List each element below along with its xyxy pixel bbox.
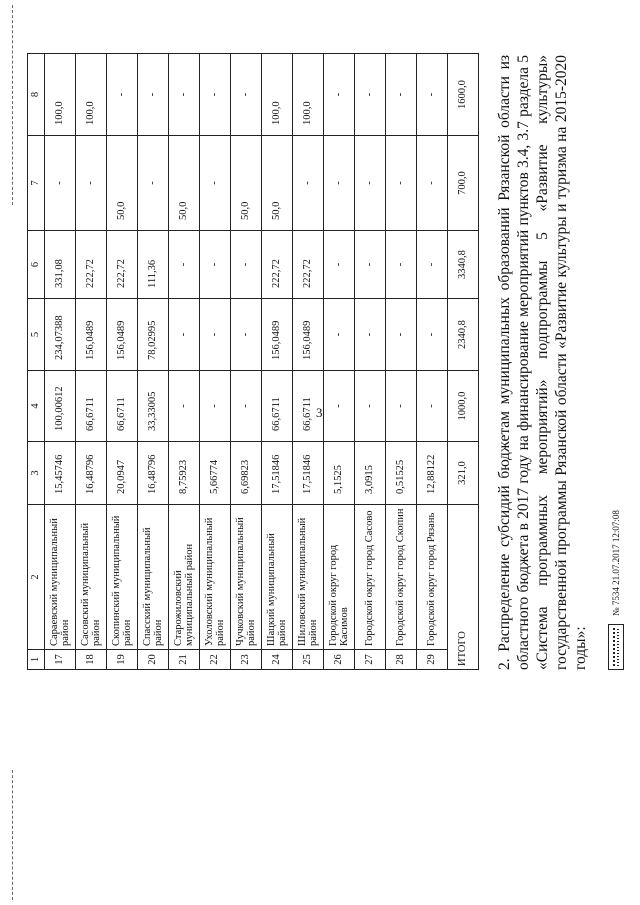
- header-cell: 4: [28, 371, 45, 442]
- row-number-cell: 28: [386, 650, 417, 670]
- total-value-cell: 700,0: [448, 136, 479, 231]
- value-cell: -: [200, 371, 231, 442]
- value-cell: 100,0: [293, 54, 324, 136]
- value-cell: -: [231, 299, 262, 371]
- value-cell: -: [386, 136, 417, 231]
- value-cell: 100,00612: [45, 371, 76, 442]
- table-row: [386, 54, 417, 670]
- row-number-cell: 19: [107, 650, 138, 670]
- municipality-name-cell: Сасовский муниципальный район: [76, 505, 107, 650]
- value-cell: -: [324, 231, 355, 299]
- table-row: [107, 54, 138, 670]
- municipality-name-cell: Ухоловский муниципальный район: [200, 505, 231, 650]
- header-cell: 5: [28, 299, 45, 371]
- value-cell: -: [169, 371, 200, 442]
- total-value-cell: 1600,0: [448, 54, 479, 136]
- row-number-cell: 18: [76, 650, 107, 670]
- row-number-cell: 25: [293, 650, 324, 670]
- value-cell: -: [355, 136, 386, 231]
- total-value-cell: 2340,8: [448, 299, 479, 371]
- value-cell: 15,45746: [45, 442, 76, 505]
- value-cell: 66,6711: [262, 371, 293, 442]
- header-cell: 7: [28, 136, 45, 231]
- value-cell: 331,08: [45, 231, 76, 299]
- value-cell: -: [417, 371, 448, 442]
- value-cell: 12,88122: [417, 442, 448, 505]
- value-cell: 17,51846: [293, 442, 324, 505]
- municipality-name-cell: Чучковский муниципальный район: [231, 505, 262, 650]
- value-cell: 50,0: [107, 136, 138, 231]
- value-cell: 3,0915: [355, 442, 386, 505]
- value-cell: -: [324, 54, 355, 136]
- header-cell: 6: [28, 231, 45, 299]
- value-cell: -: [138, 54, 169, 136]
- value-cell: -: [231, 231, 262, 299]
- value-cell: -: [355, 54, 386, 136]
- value-cell: -: [417, 231, 448, 299]
- header-cell: 3: [28, 442, 45, 505]
- page-number: 3: [316, 405, 323, 420]
- value-cell: -: [200, 136, 231, 231]
- total-value-cell: 3340,8: [448, 231, 479, 299]
- value-cell: 0,51525: [386, 442, 417, 505]
- top-dashed-rule-right: [12, 5, 13, 205]
- value-cell: 66,6711: [107, 371, 138, 442]
- document-footer: [608, 510, 624, 670]
- value-cell: 17,51846: [262, 442, 293, 505]
- value-cell: 100,0: [76, 54, 107, 136]
- municipality-name-cell: Сараевский муниципальный район: [45, 505, 76, 650]
- value-cell: -: [324, 299, 355, 371]
- value-cell: 6,69823: [231, 442, 262, 505]
- total-value-cell: 1000,0: [448, 371, 479, 442]
- value-cell: 234,07388: [45, 299, 76, 371]
- value-cell: -: [169, 231, 200, 299]
- municipality-name-cell: Городской округ город Сасово: [355, 505, 386, 650]
- municipality-name-cell: Шиловский муниципальный район: [293, 505, 324, 650]
- total-label-cell: ИТОГО: [448, 505, 479, 670]
- row-number-cell: 23: [231, 650, 262, 670]
- table-row: [45, 54, 76, 670]
- value-cell: 16,48796: [76, 442, 107, 505]
- municipality-name-cell: Городской округ город Рязань: [417, 505, 448, 650]
- value-cell: -: [76, 136, 107, 231]
- row-number-cell: 26: [324, 650, 355, 670]
- value-cell: -: [138, 136, 169, 231]
- row-number-cell: 27: [355, 650, 386, 670]
- value-cell: -: [107, 54, 138, 136]
- value-cell: 222,72: [293, 231, 324, 299]
- value-cell: -: [417, 54, 448, 136]
- municipality-name-cell: Спасский муниципальный район: [138, 505, 169, 650]
- value-cell: -: [355, 231, 386, 299]
- table-row: [355, 54, 386, 670]
- value-cell: 156,0489: [76, 299, 107, 371]
- value-cell: 50,0: [231, 136, 262, 231]
- value-cell: 66,6711: [76, 371, 107, 442]
- row-number-cell: 17: [45, 650, 76, 670]
- value-cell: 100,0: [262, 54, 293, 136]
- value-cell: 50,0: [169, 136, 200, 231]
- value-cell: -: [200, 231, 231, 299]
- table-row: [231, 54, 262, 670]
- value-cell: 222,72: [76, 231, 107, 299]
- table-row: [324, 54, 355, 670]
- value-cell: -: [386, 371, 417, 442]
- row-number-cell: 21: [169, 650, 200, 670]
- value-cell: -: [293, 136, 324, 231]
- municipality-name-cell: Шацкий муниципальный район: [262, 505, 293, 650]
- value-cell: 156,0489: [107, 299, 138, 371]
- municipality-name-cell: Городской округ город Касимов: [324, 505, 355, 650]
- total-row: [448, 54, 479, 670]
- row-number-cell: 22: [200, 650, 231, 670]
- table-row: [417, 54, 448, 670]
- municipality-name-cell: Старожиловский муниципальный район: [169, 505, 200, 650]
- row-number-cell: 20: [138, 650, 169, 670]
- value-cell: 16,48796: [138, 442, 169, 505]
- header-cell: 1: [28, 650, 45, 670]
- header-cell: 2: [28, 505, 45, 650]
- row-number-cell: 24: [262, 650, 293, 670]
- subsidy-table: [27, 53, 479, 670]
- distribution-paragraph: 2. Распределение субсидий бюджетам муниципальных образований Рязанской области из областного бюджета в 2017 году на финансирование мероприятий пунктов 3.4, 3.7 раздела 5 «Система программных мероприятий» подпрограммы 5 «Развитие культуры» государственной программы Рязанской области «Развитие культуры и туризма на 2015-2020 годы»:: [496, 55, 589, 670]
- document-reference: № 7534 21.07.2017 12:07:08: [611, 510, 621, 616]
- table-row: [262, 54, 293, 670]
- value-cell: 5,66774: [200, 442, 231, 505]
- value-cell: 156,0489: [262, 299, 293, 371]
- value-cell: 20,0947: [107, 442, 138, 505]
- table-header-row: [28, 54, 45, 670]
- value-cell: -: [45, 136, 76, 231]
- value-cell: 33,33005: [138, 371, 169, 442]
- value-cell: 111,36: [138, 231, 169, 299]
- value-cell: -: [386, 231, 417, 299]
- value-cell: -: [355, 371, 386, 442]
- municipality-name-cell: Городской округ город Скопин: [386, 505, 417, 650]
- value-cell: -: [386, 54, 417, 136]
- value-cell: 78,02995: [138, 299, 169, 371]
- value-cell: -: [169, 54, 200, 136]
- table-row: [138, 54, 169, 670]
- value-cell: -: [231, 371, 262, 442]
- value-cell: -: [417, 136, 448, 231]
- row-number-cell: 29: [417, 650, 448, 670]
- total-value-cell: 321,0: [448, 442, 479, 505]
- top-dashed-rule-left: [12, 770, 13, 900]
- barcode-stamp-icon: [608, 624, 624, 670]
- value-cell: -: [324, 371, 355, 442]
- table-row: [200, 54, 231, 670]
- value-cell: -: [386, 299, 417, 371]
- value-cell: 156,0489: [293, 299, 324, 371]
- table-row: [293, 54, 324, 670]
- header-cell: 8: [28, 54, 45, 136]
- municipality-name-cell: Скопинский муниципальный район: [107, 505, 138, 650]
- value-cell: -: [231, 54, 262, 136]
- value-cell: -: [200, 299, 231, 371]
- value-cell: -: [169, 299, 200, 371]
- value-cell: 50,0: [262, 136, 293, 231]
- value-cell: -: [355, 299, 386, 371]
- value-cell: 222,72: [107, 231, 138, 299]
- value-cell: 222,72: [262, 231, 293, 299]
- value-cell: 66,6711: [293, 371, 324, 442]
- value-cell: 5,1525: [324, 442, 355, 505]
- value-cell: 100,0: [45, 54, 76, 136]
- value-cell: 8,75923: [169, 442, 200, 505]
- value-cell: -: [417, 299, 448, 371]
- value-cell: -: [200, 54, 231, 136]
- table-row: [169, 54, 200, 670]
- value-cell: -: [324, 136, 355, 231]
- table-row: [76, 54, 107, 670]
